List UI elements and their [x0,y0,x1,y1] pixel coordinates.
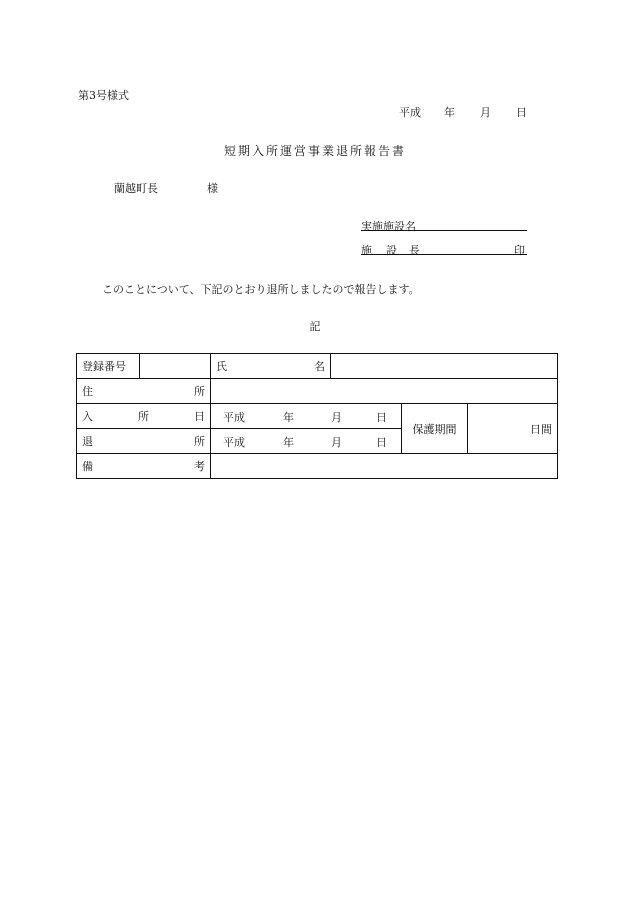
form-number: 第3号様式 [78,89,129,102]
admission-label-2: 所 [138,410,149,423]
table-row-registration [77,354,558,379]
discharge-label-cell [77,429,211,454]
addressee [114,180,224,194]
addressee-honorific: 様 [207,182,218,195]
remarks-label-1: 備 [82,460,93,473]
table-row-remarks [77,454,558,479]
admission-label-3: 日 [194,410,205,423]
address-label-cell [77,379,211,404]
discharge-day: 日 [376,436,387,449]
director-label-2: 設 [386,244,397,257]
name-label-1: 氏 [216,360,227,373]
registration-value [140,354,211,379]
document-title: 短期入所運営事業退所報告書 [223,144,406,158]
discharge-month: 月 [331,436,342,449]
date-year: 年 [444,106,455,119]
admission-label-cell [77,404,211,429]
facility-name-line [361,218,527,231]
date-line [399,104,529,118]
seal-mark: 印 [514,244,525,257]
discharge-year: 年 [283,436,294,449]
discharge-label-2: 所 [194,435,205,448]
ki-heading: 記 [309,320,321,333]
address-value [211,379,558,404]
admission-label-1: 入 [82,410,93,423]
protection-days-cell: 日間 [468,404,558,454]
address-label-2: 所 [194,385,205,398]
remarks-value [211,454,558,479]
discharge-era: 平成 [223,436,245,449]
director-label-1: 施 [361,244,372,257]
name-label-cell [211,354,331,379]
protection-period-label: 保護期間 [402,404,468,454]
body-text: このことについて、下記のとおり退所しましたので報告します。 [102,283,420,296]
report-table [76,353,558,479]
remarks-label-cell [77,454,211,479]
address-label-1: 住 [82,385,93,398]
admission-date-cell [211,404,402,429]
table-row-address [77,379,558,404]
discharge-date-cell [211,429,402,454]
name-value [331,354,558,379]
date-era: 平成 [399,106,421,119]
director-line [361,242,527,255]
admission-day: 日 [376,411,387,424]
facility-label: 実施施設名 [361,220,416,233]
registration-label: 登録番号 [77,354,140,379]
date-month: 月 [480,106,491,119]
admission-month: 月 [331,411,342,424]
admission-era: 平成 [223,411,245,424]
addressee-name: 蘭越町長 [114,182,158,195]
discharge-label-1: 退 [82,435,93,448]
remarks-label-2: 考 [194,460,205,473]
table-row-admission [77,404,558,429]
name-label-2: 名 [314,360,325,373]
admission-year: 年 [283,411,294,424]
director-label-3: 長 [409,244,420,257]
date-day: 日 [516,106,527,119]
